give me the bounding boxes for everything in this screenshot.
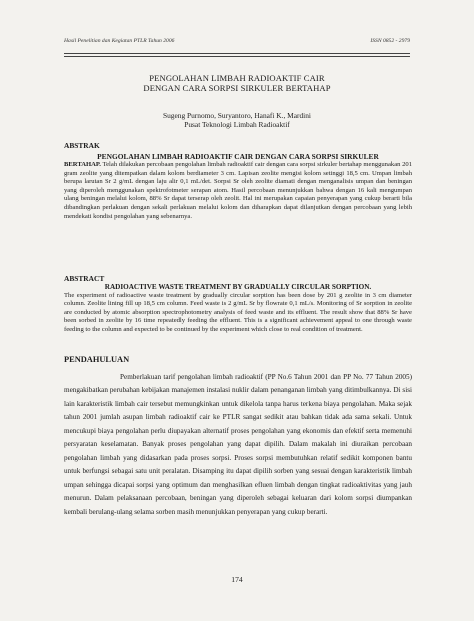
title-line-1: PENGOLAHAN LIMBAH RADIOAKTIF CAIR <box>149 73 325 83</box>
author-names: Sugeng Purnomo, Suryantoro, Hanafi K., Mardini <box>162 111 311 120</box>
header-rule-top <box>64 53 410 54</box>
abstrak-section <box>64 141 412 221</box>
issn-number: ISSN 0852 - 2979 <box>370 38 410 44</box>
header-rule-bottom <box>64 56 410 57</box>
abstract-body <box>64 283 412 335</box>
abstrak-subtitle: PENGOLAHAN LIMBAH RADIOAKTIF CAIR DENGAN CARA SORPSI SIRKULER <box>97 152 379 161</box>
journal-name: Hasil Penelitian dan Kegiatan PTLR Tahun 2006 <box>64 38 175 44</box>
abstrak-body <box>64 161 412 221</box>
author-affiliation: Pusat Teknologi Limbah Radioaktif <box>184 120 290 130</box>
pendahuluan-heading: PENDAHULUAN <box>64 355 130 364</box>
abstrak-lead: BERTAHAP. <box>64 161 101 168</box>
abstrak-heading: ABSTRAK <box>64 141 100 150</box>
pendahuluan-section <box>64 355 412 519</box>
abstrak-text: Telah dilakukan percobaan pengolahan limbah radioaktif cair dengan cara sorpsi sirkuler bertahap menggunakan 201 gram zeolite yang ditempatkan dalam kolom berdiameter 3 cm. Lapisan zeolite mengisi kolom setinggi 18,5 cm. Umpan limbah berupa larutan Sr 2 g/mL dengan laju alir 0,1 mL/det. Sorpsi Sr oleh zeolite diamati dengan menganalisis umpan dan beningan yang diperoleh menggunakan spektrofotmeter serapan atom. Hasil percobaan menunjukkan bahwa dengan 16 kali mengumpan ulang beningan melalui kolom, 88% Sr dapat terserap oleh zeolit. Hal ini merupakan capaian penyerapan yang cukup berarti bila dibandingkan perlakuan dengan sekali perlakuan melalui kolom dan diharapkan dapat dilanjutkan dengan percobaan yang lebih mendekati kondisi pengolahan yang sebenarnya. <box>64 161 413 220</box>
pendahuluan-paragraph: Pemberlakuan tarif pengolahan limbah radioaktif (PP No.6 Tahun 2001 dan PP No. 77 Tahun 2005) mengakibatkan perubahan kebijakan manajemen instalasi nuklir dalam penanganan limbah yang ditimbulkannya. Di sisi lain karakteristik limbah cair tersebut memungkinkan untuk dikelola tanpa harus terkena biaya pengolahan. Maka sejak tahun 2001 jumlah asupan limbah radioaktif cair ke PTLR sangat sedikit atau bahkan tidak ada sama sekali. Untuk mencukupi biaya pengolahan perlu diupayakan alternatif proses pengolahan yang ekonomis dan efektif serta memenuhi persyaratan keselamatan. Banyak proses pengolahan yang dapat dipilih. Dalam makalah ini diuraikan percobaan pengolahan limbah yang didasarkan pada proses sorpsi. Proses sorpsi membutuhkan relatif sedikit komponen bantu untuk berfungsi sebagai satu unit peralatan. Disamping itu dapat dipilih sorben yang sesuai dengan karakteristik limbah umpan sehingga dicapai sorpsi yang optimum dan menghasilkan efluen limbah dengan tingkat radioaktivitas yang jauh menurun. Dalam pelaksanaan percobaan, beningan yang diperoleh sebagai keluaran dari kolom sorpsi diumpankan kembali berulang-ulang selama sorben masih menunjukkan penyerapan yang cukup berarti. <box>64 373 412 516</box>
abstract-heading: ABSTRACT <box>64 274 105 283</box>
running-header <box>64 38 410 44</box>
title-line-2: DENGAN CARA SORPSI SIRKULER BERTAHAP <box>143 83 331 93</box>
page-number: 174 <box>231 575 243 584</box>
paper-title <box>64 73 410 93</box>
abstract-subtitle: RADIOACTIVE WASTE TREATMENT BY GRADUALLY CIRCULAR SORPTION. <box>104 283 372 291</box>
author-block <box>64 111 410 129</box>
abstract-section <box>64 274 412 335</box>
abstract-text: The experiment of radioactive waste treatment by gradually circular sorption has been dose by 201 g zeolite in 3 cm diameter column. Zeolite lining fill up 18,5 cm column. Feed waste is 2 g/mL Sr by flowrate 0,1 mL/s. Monitoring of Sr sorption in zeolite are conducted by atomic absorption spectrophotometry analysis of feed waste and its effluent. The result show that 88% Sr have been sorbed in zeolite by 16 time repeatedly feeding the effluent. This is a significant achievement appeal to one through waste feeding to the column and expected to be continued by the experiment which close to real condition of treatment. <box>64 291 412 333</box>
